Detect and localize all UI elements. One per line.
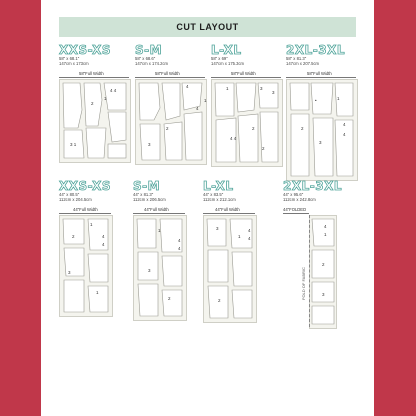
piece-number: 1: [337, 96, 340, 101]
piece-number: 4: [196, 106, 199, 111]
width-label: 44"FOLDED: [283, 207, 307, 212]
piece-number: 4: [102, 242, 105, 247]
piece-number: 1: [238, 234, 241, 239]
pattern-piece: [64, 248, 84, 276]
pattern-piece: [236, 83, 256, 112]
width-dimension-line: [203, 213, 255, 214]
dims-inches: 44" x 95.6": [283, 192, 304, 197]
pattern-piece: [291, 114, 309, 176]
pattern-piece: [108, 112, 126, 142]
pattern-piece: [138, 252, 158, 280]
piece-number: 2: [218, 298, 221, 303]
piece-number: 2: [91, 101, 94, 106]
dims-inches: 44" x 81.3": [133, 192, 154, 197]
page-title: CUT LAYOUT: [176, 22, 239, 32]
piece-number: 2: [168, 296, 171, 301]
pattern-piece: [184, 112, 202, 160]
width-label: 44"Full Width: [73, 207, 98, 212]
layout-block: [203, 180, 236, 202]
piece-number: 4: [186, 84, 189, 89]
dims-inches: 44" x 80.5": [59, 192, 80, 197]
piece-number: 4 4: [230, 136, 237, 141]
width-dimension-line: [135, 77, 205, 78]
pattern-piece: [335, 120, 353, 176]
pattern-piece: [260, 112, 278, 162]
pattern-piece: [313, 118, 333, 176]
pattern-piece: [162, 83, 180, 120]
pattern-piece: [108, 144, 126, 158]
piece-number: 3: [319, 140, 322, 145]
width-dimension-line: [59, 77, 129, 78]
layout-block: [211, 44, 244, 66]
piece-number: 1: [96, 290, 99, 295]
layout-block: [59, 180, 111, 202]
pattern-piece: [207, 219, 226, 246]
width-dimension-line: [133, 213, 185, 214]
dims-cm: 112cm x 212.1cm: [203, 197, 236, 202]
dims-inches: 58" x 69": [211, 56, 228, 61]
width-label: 58"Full Width: [231, 71, 256, 76]
cut-layout-page: [41, 0, 374, 416]
piece-number: 4: [343, 132, 346, 137]
pattern-piece: [215, 83, 234, 116]
piece-number: •: [315, 98, 317, 103]
size-name: 2XL-3XL: [283, 179, 342, 193]
piece-number: 3 1: [70, 142, 77, 147]
dims-cm: 112cm x 242.8cm: [283, 197, 316, 202]
pattern-piece: [137, 219, 156, 248]
pattern-piece: [162, 290, 182, 316]
size-name: S-M: [135, 43, 163, 57]
fabric-layout-diagram: [59, 79, 131, 163]
piece-number: 3: [148, 268, 151, 273]
piece-number: 3: [272, 90, 275, 95]
pattern-piece: [312, 306, 334, 324]
piece-number: 2: [72, 234, 75, 239]
width-dimension-line: [283, 213, 309, 214]
width-dimension-line: [286, 77, 356, 78]
width-label: 58"Full Width: [307, 71, 332, 76]
dims-inches: 58" x 68.1": [59, 56, 80, 61]
fold-line: [309, 215, 310, 327]
pattern-piece: [208, 250, 228, 282]
fabric-layout-diagram: [59, 215, 113, 317]
width-label: 58"Full Width: [79, 71, 104, 76]
pattern-piece: [182, 83, 202, 110]
pattern-piece: [88, 254, 108, 282]
piece-number: 1: [226, 86, 229, 91]
pattern-piece: [64, 280, 84, 312]
size-name: L-XL: [203, 179, 234, 193]
fabric-layout-diagram: [211, 79, 283, 167]
piece-number: 2: [301, 126, 304, 131]
pattern-piece: [232, 290, 252, 318]
piece-number: 4: [178, 246, 181, 251]
page-header: [59, 17, 356, 37]
pattern-piece: [63, 83, 82, 128]
pattern-piece: [86, 128, 106, 158]
width-label: 44"Full Width: [215, 207, 240, 212]
piece-number: 4: [178, 238, 181, 243]
size-name: 2XL-3XL: [286, 43, 345, 57]
piece-number: 2: [322, 262, 325, 267]
piece-number: 4: [248, 228, 251, 233]
pattern-piece: [312, 219, 334, 246]
layout-block: [59, 44, 111, 66]
dims-cm: 147cm x 175.3cm: [211, 61, 245, 66]
pattern-piece: [232, 252, 252, 286]
piece-number: 3: [322, 292, 325, 297]
fabric-layout-diagram: [309, 215, 337, 329]
piece-number: 3: [260, 86, 263, 91]
width-label: 58"Full Width: [155, 71, 180, 76]
fabric-layout-diagram: [286, 79, 358, 181]
piece-number: 1: [158, 228, 161, 233]
size-name: XXS-XS: [59, 43, 112, 57]
dims-cm: 147cm x 173cm: [59, 61, 89, 66]
fabric-layout-diagram: [203, 215, 257, 323]
pattern-piece: [138, 284, 158, 316]
piece-number: 4: [102, 234, 105, 239]
fold-label: FOLD OF FABRIC: [301, 267, 306, 300]
size-name: XXS-XS: [59, 179, 112, 193]
size-name: L-XL: [211, 43, 242, 57]
dims-inches: 44" x 83.5": [203, 192, 224, 197]
piece-number: 2: [262, 146, 265, 151]
pattern-piece: [238, 114, 258, 162]
width-dimension-line: [59, 213, 111, 214]
piece-number: 3: [148, 142, 151, 147]
dims-cm: 147cm x 207.5cm: [286, 61, 320, 66]
piece-number: 4: [248, 236, 251, 241]
layout-block: [133, 180, 166, 202]
piece-number: 1: [204, 98, 207, 103]
piece-number: 4 4: [110, 88, 117, 93]
piece-number: 2: [252, 126, 255, 131]
fabric-layout-diagram: [135, 79, 207, 165]
piece-number: 4: [343, 122, 346, 127]
dims-inches: 58" x 68.6": [135, 56, 156, 61]
width-dimension-line: [211, 77, 281, 78]
fabric-layout-diagram: [133, 215, 187, 321]
piece-number: 1: [90, 222, 93, 227]
layout-block: [286, 44, 345, 66]
size-name: S-M: [133, 179, 161, 193]
piece-number: 3: [68, 270, 71, 275]
layout-block: [283, 180, 342, 202]
piece-number: 4: [324, 224, 327, 229]
pattern-piece: [162, 256, 182, 286]
pattern-piece: [63, 219, 84, 244]
dims-cm: 112cm x 204.5cm: [59, 197, 92, 202]
pattern-piece: [230, 219, 252, 248]
dims-cm: 147cm x 174.2cm: [135, 61, 169, 66]
dims-inches: 58" x 81.3": [286, 56, 307, 61]
piece-number: 2: [166, 126, 169, 131]
piece-number: 1: [104, 96, 107, 101]
width-label: 44"Full Width: [144, 207, 169, 212]
dims-cm: 112cm x 206.5cm: [133, 197, 166, 202]
layout-block: [135, 44, 168, 66]
piece-number: 1: [324, 232, 327, 237]
pattern-piece: [290, 83, 309, 110]
pattern-piece: [139, 83, 160, 120]
piece-number: 3: [216, 226, 219, 231]
